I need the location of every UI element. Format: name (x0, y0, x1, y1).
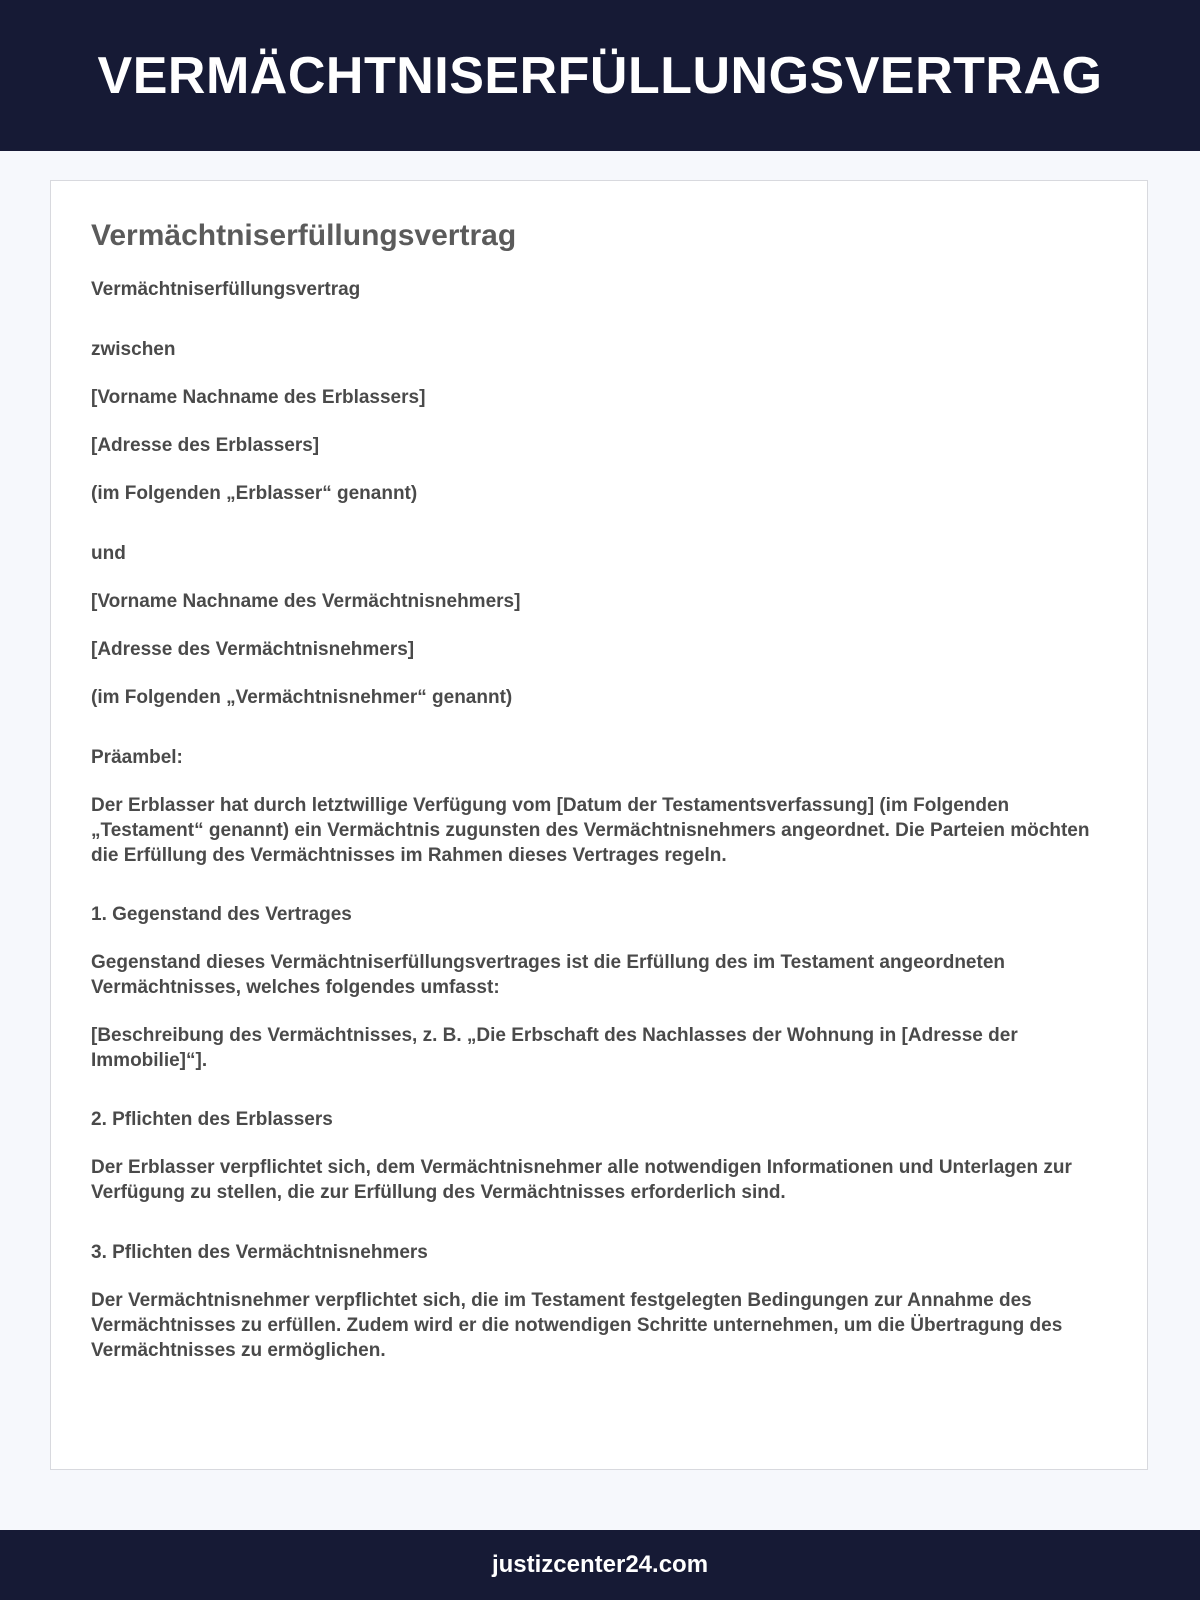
section-paragraph: Gegenstand dieses Vermächtniserfüllungsvertrages ist die Erfüllung des im Testament angeordneten Vermächtnisses, welches folgendes umfasst: (91, 952, 1006, 998)
legatee-alias: (im Folgenden „Vermächtnisnehmer“ genannt) (91, 687, 513, 708)
page-header (0, 0, 1200, 151)
section-paragraph: Der Erblasser verpflichtet sich, dem Vermächtnisnehmer alle notwendigen Informationen und Unterlagen zur Verfügung zu stellen, die zur Erfüllung des Vermächtnisses erforderlich sind. (91, 1157, 1072, 1203)
between-label: zwischen (91, 339, 176, 360)
testator-name: [Vorname Nachname des Erblassers] (91, 387, 426, 408)
section-paragraph: Der Vermächtnisnehmer verpflichtet sich, die im Testament festgelegten Bedingungen zur Annahme des Vermächtnisses zu erfüllen. Zudem wird er die notwendigen Schritte unternehmen, um die Übertragung des Vermächtnisses zu ermöglichen. (91, 1290, 1063, 1361)
testator-alias: (im Folgenden „Erblasser“ genannt) (91, 483, 418, 504)
header-title: VERMÄCHTNISERFÜLLUNGSVERTRAG (97, 46, 1103, 105)
section-heading: 3. Pflichten des Vermächtnisnehmers (91, 1242, 428, 1263)
legatee-name: [Vorname Nachname des Vermächtnisnehmers] (91, 591, 521, 612)
testator-address: [Adresse des Erblassers] (91, 435, 320, 456)
section-paragraph: [Beschreibung des Vermächtnisses, z. B. „Die Erbschaft des Nachlasses der Wohnung in [Adresse der Immobilie]“]. (91, 1025, 1018, 1071)
section-heading: 1. Gegenstand des Vertrages (91, 904, 352, 925)
section-heading: 2. Pflichten des Erblassers (91, 1109, 333, 1130)
document-subtitle: Vermächtniserfüllungsvertrag (91, 279, 361, 300)
and-label: und (91, 543, 126, 564)
document-title: Vermächtniserfüllungsvertrag (91, 219, 517, 252)
legatee-address: [Adresse des Vermächtnisnehmers] (91, 639, 415, 660)
preamble-text: Der Erblasser hat durch letztwillige Verfügung vom [Datum der Testamentsverfassung] (im Folgenden „Testament“ genannt) ein Vermächtnis zugunsten des Vermächtnisnehmers angeordnet. Die Parteien möchten die Erfüllung des Vermächtnisses im Rahmen dieses Vertrages regeln. (91, 795, 1090, 866)
page-footer (0, 1530, 1200, 1600)
preamble-heading: Präambel: (91, 747, 183, 768)
document-card (50, 180, 1148, 1470)
footer-site: justizcenter24.com (491, 1551, 709, 1578)
